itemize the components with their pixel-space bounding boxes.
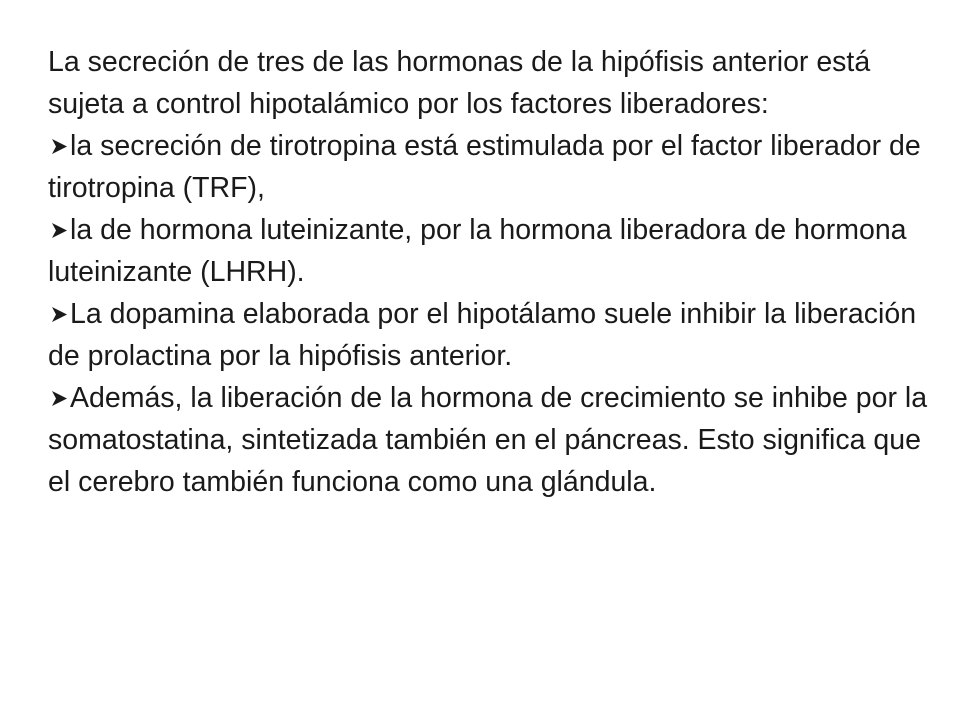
intro-paragraph: La secreción de tres de las hormonas de la hipófisis anterior está sujeta a control hipotalámico por los factores liberadores: [48,46,871,120]
arrowhead-bullet-icon [48,293,70,335]
arrowhead-bullet-icon [48,377,70,419]
slide-body [48,41,928,503]
bullet-text: la de hormona luteinizante, por la hormona liberadora de hormona luteinizante (LHRH). [48,214,907,288]
bullet-item-3 [48,293,928,377]
bullet-item-2 [48,209,928,293]
arrowhead-bullet-icon [48,125,70,167]
bullet-text: La dopamina elaborada por el hipotálamo suele inhibir la liberación de prolactina por la hipófisis anterior. [48,298,917,372]
bullet-text: la secreción de tirotropina está estimulada por el factor liberador de tirotropina (TRF), [48,130,921,204]
arrowhead-bullet-icon [48,209,70,251]
bullet-item-1 [48,125,928,209]
bullet-text: Además, la liberación de la hormona de crecimiento se inhibe por la somatostatina, sintetizada también en el páncreas. Esto significa que el cerebro también funciona como una glándula. [48,382,928,498]
bullet-item-4 [48,377,928,503]
